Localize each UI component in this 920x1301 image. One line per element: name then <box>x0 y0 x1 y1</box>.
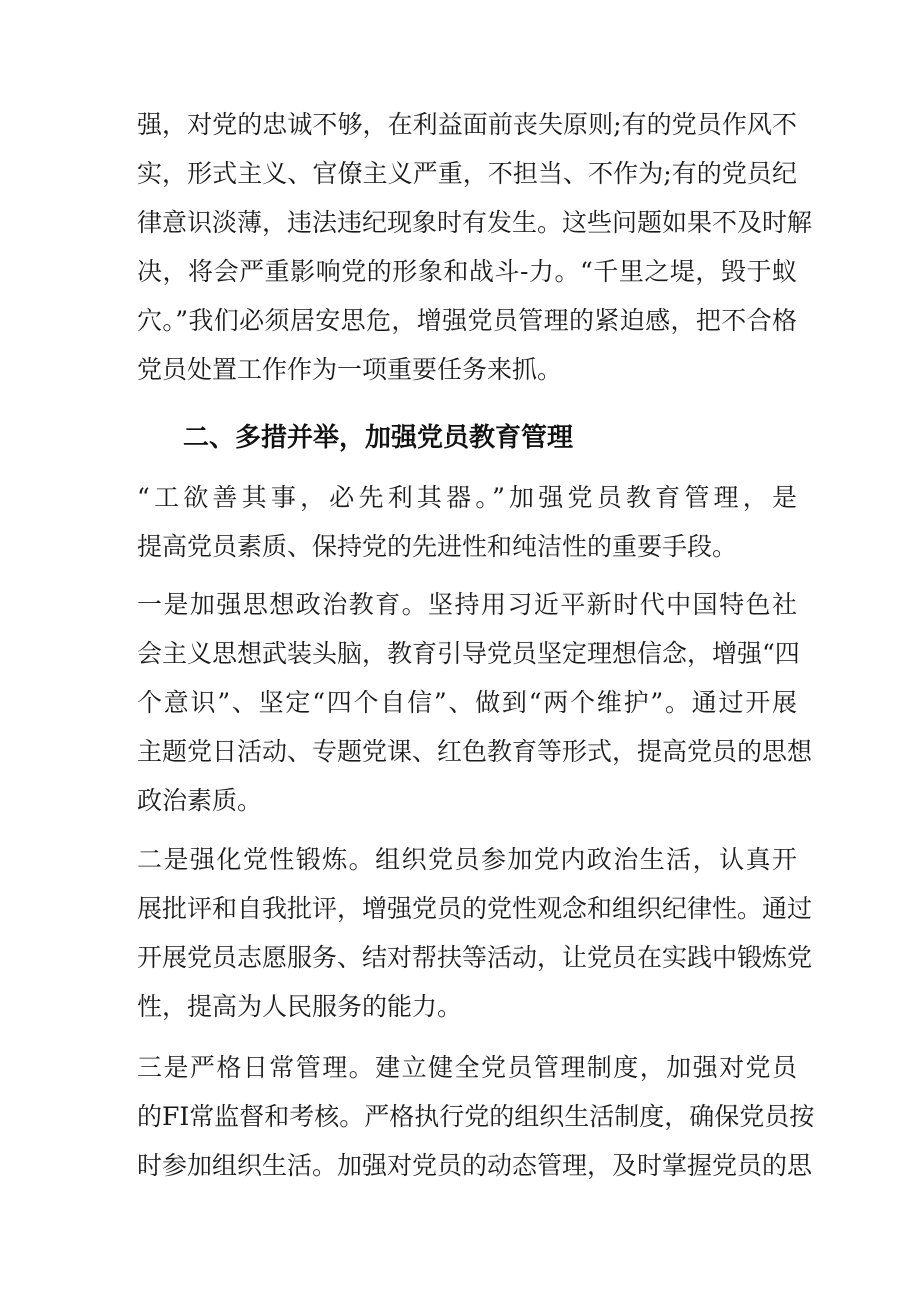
paragraph-party-issues <box>137 100 813 394</box>
text-line: 党员处置工作作为一项重要任务来抓。 <box>137 355 563 384</box>
text-line: 的FI常监督和考核。严格执行党的组织生活制度，确保党员按 <box>137 1102 815 1131</box>
text-line: 性，提高为人民服务的能力。 <box>137 992 463 1021</box>
text-line: 个意识”、坚定“四个自信”、做到“两个维护”。通过开展 <box>137 688 797 717</box>
text-line: 律意识淡薄，违法违纪现象时有发生。这些问题如果不及时解 <box>137 208 813 237</box>
text-line: “工欲善其事，必先利其器。”加强党员教育管理，是 <box>137 483 797 512</box>
text-line: 政治素质。 <box>137 786 263 815</box>
text-line: 强，对党的忠诚不够，在利益面前丧失原则;有的党员作风不 <box>137 110 797 139</box>
text-line: 提高党员素质、保持党的先进性和纯洁性的重要手段。 <box>137 532 738 561</box>
section-heading: 二、多措并举，加强党员教育管理 <box>183 423 574 453</box>
text-line: 实，形式主义、官僚主义严重，不担当、不作为;有的党员纪 <box>137 159 797 188</box>
paragraph-daily-management <box>137 1043 815 1190</box>
text-line: 决，将会严重影响党的形象和战斗-力。“千里之堤，毁于蚁 <box>137 257 797 286</box>
text-line: 主题党日活动、专题党课、红色教育等形式，提高党员的思想 <box>137 737 813 766</box>
text-line: 会主义思想武装头脑，教育引导党员坚定理想信念，增强“四 <box>137 639 800 668</box>
text-line: 开展党员志愿服务、结对帮扶等活动，让党员在实践中锻炼党 <box>137 943 813 972</box>
text-line: 展批评和自我批评，增强党员的党性观念和组织纪律性。通过 <box>137 894 813 923</box>
paragraph-political-education <box>137 580 813 825</box>
paragraph-party-spirit <box>137 835 813 1031</box>
text-line: 三是严格日常管理。建立健全党员管理制度，加强对党员 <box>137 1053 797 1082</box>
text-line: 时参加组织生活。加强对党员的动态管理，及时掌握党员的思 <box>137 1151 813 1180</box>
text-line: 二是强化党性锻炼。组织党员参加党内政治生活，认真开 <box>137 845 797 874</box>
text-line: 一是加强思想政治教育。坚持用习近平新时代中国特色社 <box>137 590 797 619</box>
paragraph-education-intro <box>137 473 797 571</box>
text-line: 穴。”我们必须居安思危，增强党员管理的紧迫感，把不合格 <box>137 306 797 335</box>
